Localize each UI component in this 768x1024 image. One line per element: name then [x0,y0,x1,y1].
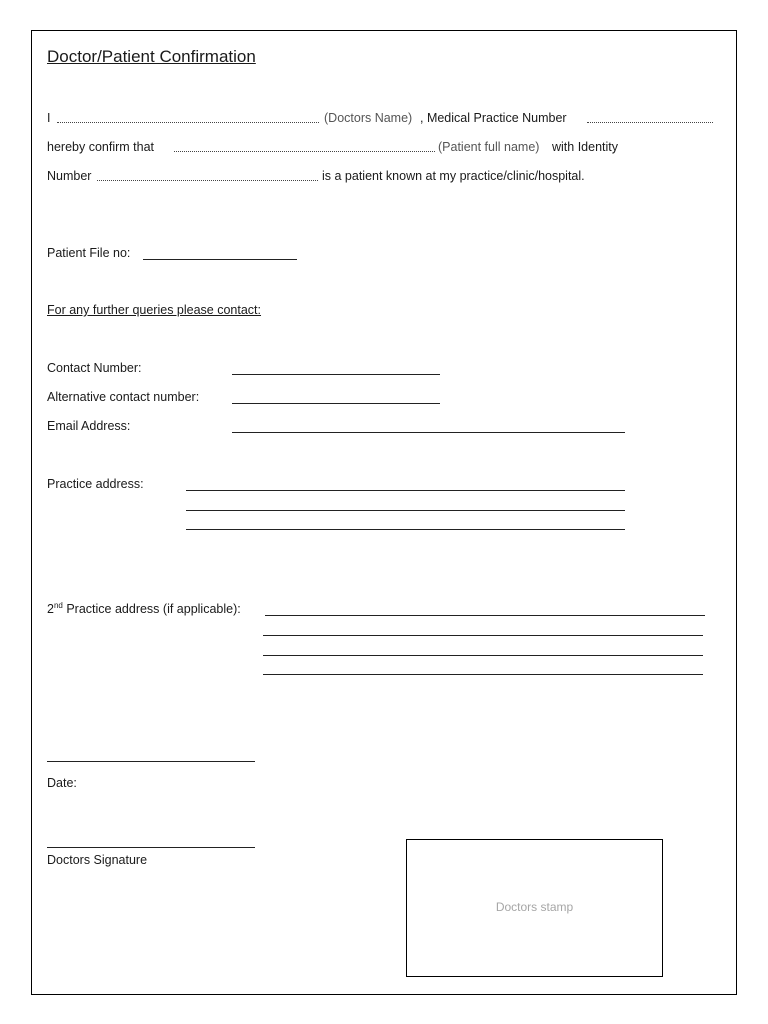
identity-label: with Identity [552,140,619,154]
second-address-line-4[interactable] [263,674,703,675]
patient-name-hint: (Patient full name) [438,140,540,154]
confirm-line2-prefix: hereby confirm that [47,140,154,154]
practice-address-line-2[interactable] [186,510,625,511]
alt-contact-label: Alternative contact number: [47,390,200,404]
doctor-stamp-box[interactable] [406,839,663,977]
date-label: Date: [47,776,77,790]
practice-address-line-1[interactable] [186,490,625,491]
contact-number-label: Contact Number: [47,361,142,375]
second-address-label: 2nd Practice address (if applicable): [47,600,241,616]
second-address-line-1[interactable] [265,615,705,616]
confirm-line3-prefix: Number [47,169,92,183]
patient-name-field[interactable] [174,151,435,152]
practice-number-field[interactable] [587,122,713,123]
date-field[interactable] [47,761,255,762]
practice-address-line-3[interactable] [186,529,625,530]
page-title: Doctor/Patient Confirmation [47,47,256,66]
practice-address-label: Practice address: [47,477,144,491]
confirm-line3-suffix: is a patient known at my practice/clinic/hospital. [322,169,585,183]
signature-field[interactable] [47,847,255,848]
identity-number-field[interactable] [97,180,318,181]
patient-file-field[interactable] [143,259,297,260]
second-address-line-2[interactable] [263,635,703,636]
stamp-label: Doctors stamp [495,900,574,914]
doctor-name-field[interactable] [57,122,319,123]
alt-contact-field[interactable] [232,403,440,404]
signature-label: Doctors Signature [47,853,148,867]
practice-number-label: , Medical Practice Number [420,111,567,125]
email-label: Email Address: [47,419,131,433]
doctor-name-hint: (Doctors Name) [324,111,413,125]
second-address-line-3[interactable] [263,655,703,656]
patient-file-label: Patient File no: [47,246,131,260]
contact-heading: For any further queries please contact: [47,303,262,317]
contact-number-field[interactable] [232,374,440,375]
confirm-line1-prefix: I [47,111,51,125]
email-field[interactable] [232,432,625,433]
